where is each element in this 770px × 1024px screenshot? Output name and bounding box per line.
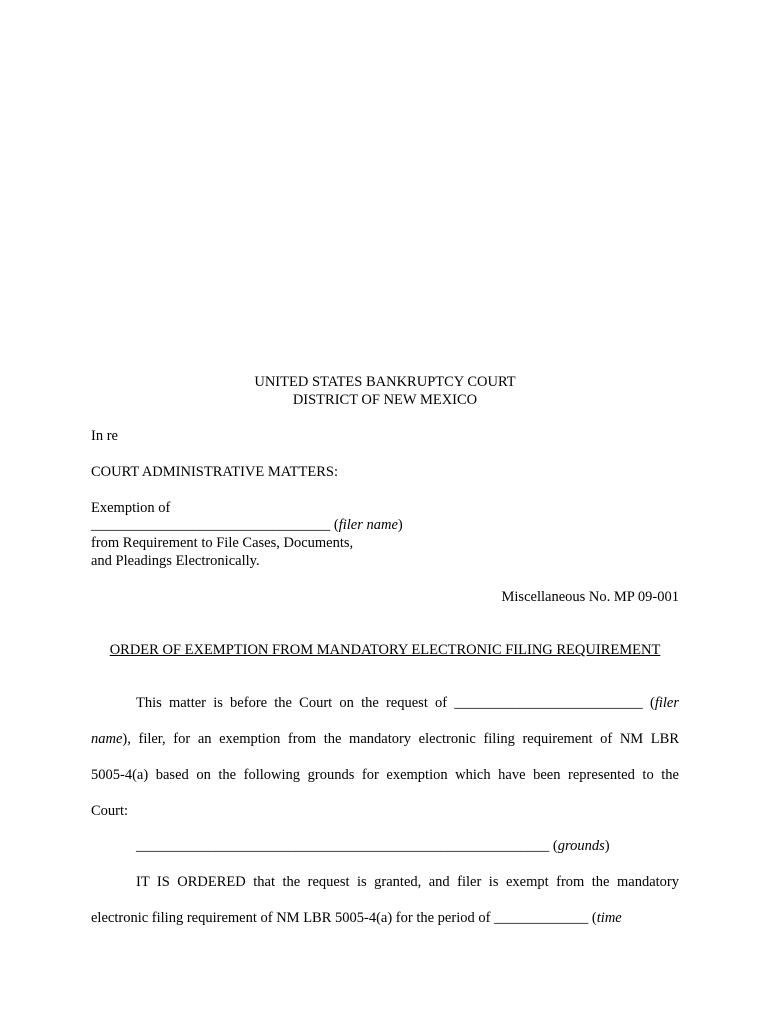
in-re-label: In re <box>91 428 118 444</box>
grounds-label: grounds <box>557 838 605 854</box>
paragraph-1-line-1 <box>91 694 679 712</box>
paragraph-2-line-2 <box>91 909 622 927</box>
p1-line1-italic: filer <box>654 695 679 711</box>
p1-line2-italic: name <box>91 731 123 747</box>
caption-from-line-1: from Requirement to File Cases, Documents, <box>91 535 354 551</box>
case-number: Miscellaneous No. MP 09-001 <box>501 589 679 605</box>
grounds-blank: _________________________________________________________ ( <box>136 838 558 854</box>
paragraph-1-line-3: 5005-4(a) based on the following grounds for exemption which have been represented to the <box>91 767 679 783</box>
paragraph-1-line-2 <box>91 730 679 748</box>
filer-name-blank: _________________________________ <box>91 517 331 533</box>
caption-from-line-2: and Pleadings Electronically. <box>91 553 260 569</box>
p2-line2-italic: time <box>596 910 622 926</box>
filer-name-line: _________________________________ (filer name) <box>91 517 403 533</box>
paragraph-1-line-4: Court: <box>91 803 129 819</box>
p1-line2-text: ), filer, for an exemption from the mandatory electronic filing requirement of NM LBR <box>122 731 679 747</box>
p1-line1-text: This matter is before the Court on the request of __________________________ ( <box>136 695 655 711</box>
paragraph-2-line-1: IT IS ORDERED that the request is granted, and filer is exempt from the mandatory <box>136 874 679 890</box>
p2-line2-text: electronic filing requirement of NM LBR 5005-4(a) for the period of _____________ ( <box>91 910 597 926</box>
filer-name-label: filer name <box>338 517 398 533</box>
order-title: ORDER OF EXEMPTION FROM MANDATORY ELECTRONIC FILING REQUIREMENT <box>109 642 661 658</box>
exemption-of-label: Exemption of <box>91 500 171 516</box>
court-name: UNITED STATES BANKRUPTCY COURT <box>254 374 516 390</box>
grounds-line: _________________________________________________________ (grounds) <box>136 838 610 854</box>
court-district: DISTRICT OF NEW MEXICO <box>292 392 478 408</box>
matter-title: COURT ADMINISTRATIVE MATTERS: <box>91 464 338 480</box>
